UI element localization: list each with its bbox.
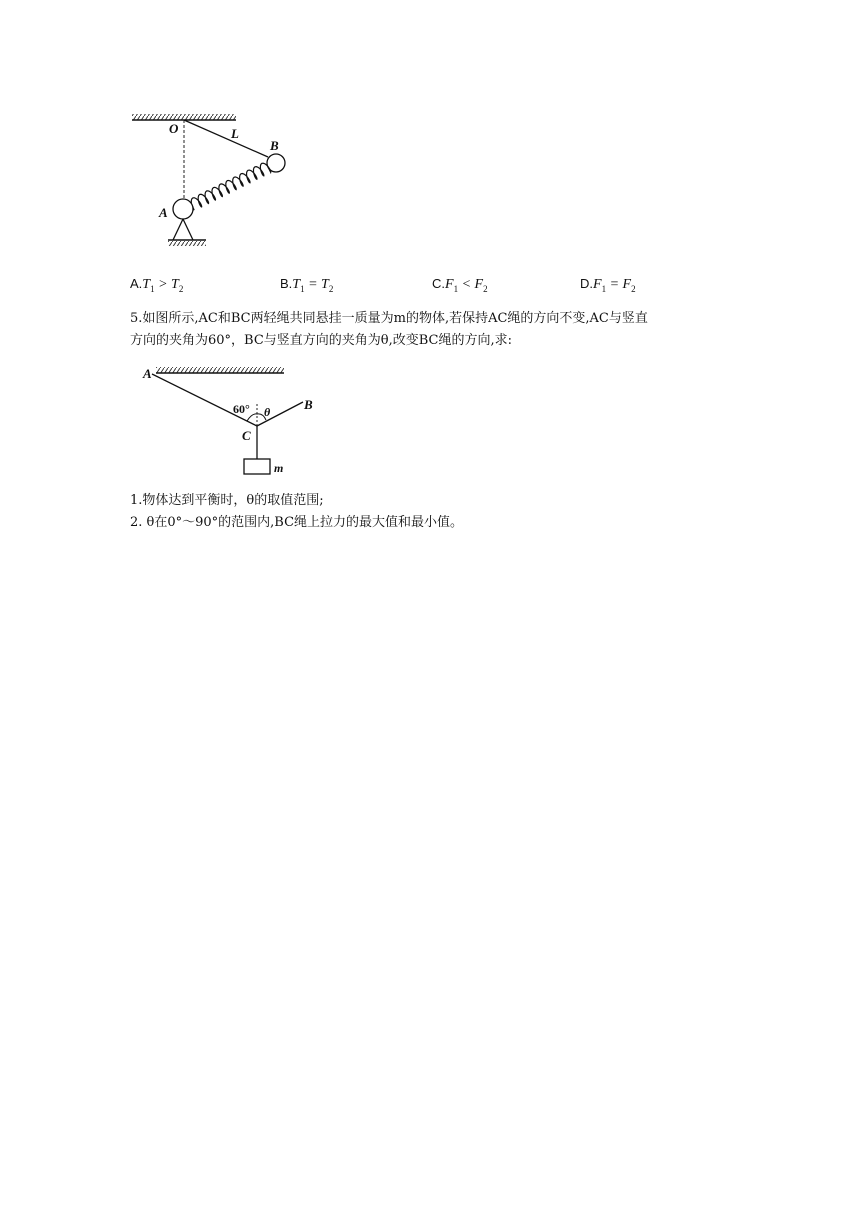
label-b: B: [270, 138, 279, 153]
label-a: A: [143, 366, 152, 381]
label-l: L: [231, 126, 239, 141]
rope-ac: [152, 374, 257, 426]
answer-options: [130, 276, 750, 298]
spring: [191, 163, 270, 210]
subquestion-2: 2. θ在0°～90°的范围内,BC绳上拉力的最大值和最小值。: [130, 515, 464, 530]
question-5-line-2: 方向的夹角为60°，BC与竖直方向的夹角为θ,改变BC绳的方向,求:: [130, 333, 512, 348]
ceiling: [132, 114, 236, 120]
question-5-line-1: 5.如图所示,AC和BC两轻绳共同悬挂一质量为m的物体,若保持AC绳的方向不变,AC与竖直: [130, 311, 648, 326]
label-o: O: [169, 121, 179, 136]
two-rope-figure: [140, 362, 330, 480]
ball-a: [173, 199, 193, 219]
rod-ob: [184, 120, 268, 157]
pendulum-spring-figure: [128, 110, 308, 260]
label-c: C: [242, 428, 251, 443]
ceiling: [156, 367, 284, 373]
subquestion-1: 1.物体达到平衡时，θ的取值范围;: [130, 493, 324, 508]
option-a: $A.T_1 > T_2$: [130, 276, 184, 294]
option-d: $D.F_1 = F_2$: [580, 276, 636, 294]
mass-block: [244, 459, 270, 474]
label-theta: θ: [264, 405, 271, 419]
label-angle-60: 60°: [233, 402, 250, 416]
label-a: A: [159, 205, 168, 220]
option-c: $C.F_1 < F_2$: [432, 276, 488, 294]
label-m: m: [274, 461, 284, 475]
option-b: $B.T_1 = T_2$: [280, 276, 334, 294]
support-stand: [168, 219, 206, 246]
label-b: B: [304, 397, 313, 412]
